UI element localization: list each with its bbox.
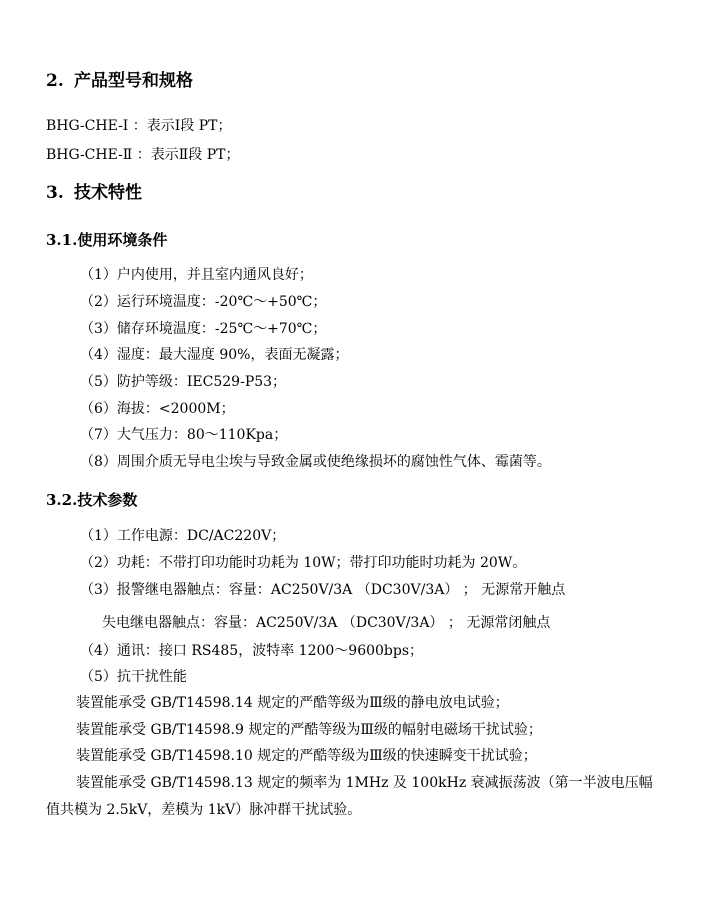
model-line-2: BHG-CHE-Ⅱ ：表示Ⅱ段 PT； (46, 147, 240, 163)
model-line-1: BHG-CHE-Ⅰ ：表示Ⅰ段 PT； (46, 118, 232, 134)
env-item: （2）运行环境温度：-20℃～+50℃； (80, 294, 327, 310)
env-item: （6）海拔：<2000M； (80, 401, 235, 417)
section-2-heading (46, 70, 193, 92)
param-item: （3）报警继电器触点：容量：AC250V/3A （DC30V/3A） ； 无源常开触点 (80, 582, 566, 598)
subsection-3-2-heading: 3.2.技术参数 (46, 491, 138, 509)
env-item: （4）湿度：最大湿度 90%，表面无凝露； (80, 347, 349, 363)
param-item: （2）功耗：不带打印功能时功耗为 10W；带打印功能时功耗为 20W。 (80, 555, 527, 571)
param-item: 装置能承受 GB/T14598.13 规定的频率为 1MHz 及 100kHz 衰减振荡波（第一半波电压幅 (76, 775, 653, 791)
param-item: （1）工作电源：DC/AC220V； (80, 528, 286, 544)
section-2-title: 产品型号和规格 (74, 71, 193, 91)
param-item: 装置能承受 GB/T14598.9 规定的严酷等级为Ⅲ级的幅射电磁场干扰试验； (76, 722, 542, 738)
env-item: （3）储存环境温度：-25℃～+70℃； (80, 321, 327, 337)
param-item: 值共模为 2.5kV，差模为 1kV）脉冲群干扰试验。 (46, 802, 362, 818)
section-2-number: 2. (46, 71, 64, 91)
env-item: （7）大气压力：80～110Kpa； (80, 427, 288, 443)
param-item: 装置能承受 GB/T14598.10 规定的严酷等级为Ⅲ级的快速瞬变干扰试验； (76, 748, 537, 764)
param-item: 装置能承受 GB/T14598.14 规定的严酷等级为Ⅲ级的静电放电试验； (76, 695, 509, 711)
env-item: （1）户内使用，并且室内通风良好； (80, 267, 313, 283)
env-item: （8）周围介质无导电尘埃与导致金属或使绝缘损坏的腐蚀性气体、霉菌等。 (80, 454, 551, 470)
param-item: （5）抗干扰性能 (80, 669, 187, 685)
param-item: 失电继电器触点：容量：AC250V/3A （DC30V/3A） ； 无源常闭触点 (102, 615, 551, 631)
subsection-3-1-heading: 3.1.使用环境条件 (46, 231, 168, 249)
section-3-number: 3. (46, 183, 64, 203)
param-item: （4）通讯：接口 RS485，波特率 1200～9600bps； (80, 643, 424, 659)
section-3-heading (46, 182, 142, 204)
section-3-title: 技术特性 (74, 183, 142, 203)
env-item: （5）防护等级：IEC529-P53； (80, 374, 287, 390)
